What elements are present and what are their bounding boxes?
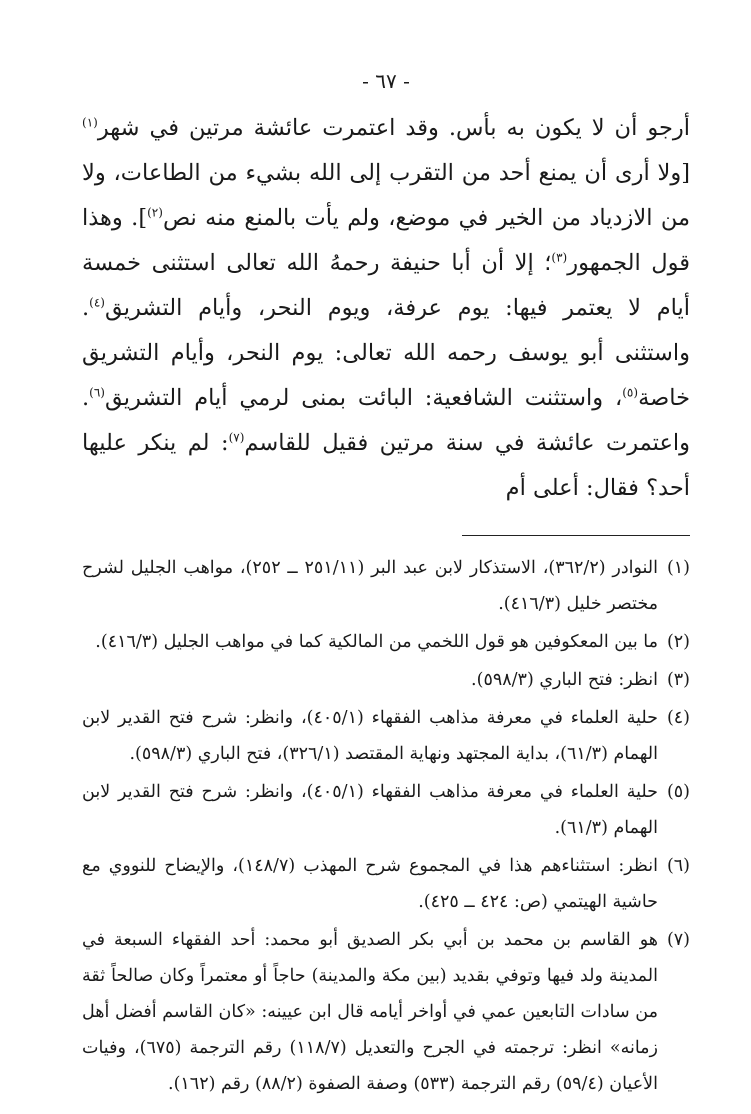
footnote-2 bbox=[82, 624, 690, 660]
footnote-ref-7[interactable]: (٧) bbox=[228, 430, 245, 445]
footnote-ref-3[interactable]: (٣) bbox=[551, 250, 568, 265]
footnote-text: ما بين المعكوفين هو قول اللخمي من المالكية كما في مواهب الجليل (٤١٦/٣). bbox=[95, 632, 658, 652]
text-segment: ]. وهذا قول الجمهور bbox=[82, 205, 690, 276]
text-segment: ؛ إلا أن أبا حنيفة رحمهُ الله تعالى استثنى خمسة أيام لا يعتمر فيها: يوم عرفة، ويوم النحر، وأيام التشريق bbox=[82, 250, 690, 321]
footnotes bbox=[82, 550, 690, 1102]
main-paragraph bbox=[82, 106, 690, 511]
footnote-3 bbox=[82, 662, 690, 698]
footnote-text: هو القاسم بن محمد بن أبي بكر الصديق أبو محمد: أحد الفقهاء السبعة في المدينة ولد فيها وتوفي بقديد (بين مكة والمدينة) حاجاً أو معتمراً وكان صالحاً ثقة من سادات التابعين عمي في أواخر أيامه قال ابن عيينه: «كان القاسم أفضل أهل زمانه» انظر: ترجمته في الجرح والتعديل (١١٨/٧) رقم الترجمة (٦٧٥)، وفيات الأعيان (٥٩/٤) رقم الترجمة (٥٣٣) وصفة الصفوة (٨٨/٢) رقم (١٦٢). bbox=[82, 930, 658, 1094]
footnote-text: انظر: فتح الباري (٥٩٨/٣). bbox=[471, 670, 658, 690]
footnote-4 bbox=[82, 700, 690, 772]
footnote-number: (٧) bbox=[666, 930, 690, 950]
footnote-number: (١) bbox=[666, 558, 690, 578]
footnote-number: (٢) bbox=[666, 632, 690, 652]
footnote-number: (٦) bbox=[666, 856, 690, 876]
footnote-number: (٣) bbox=[666, 670, 690, 690]
text-segment: أرجو أن لا يكون به بأس. وقد اعتمرت عائشة مرتين في شهر bbox=[97, 115, 690, 141]
footnote-ref-4[interactable]: (٤) bbox=[89, 295, 105, 310]
footnote-number: (٤) bbox=[666, 708, 690, 728]
footnote-text: انظر: استثناءهم هذا في المجموع شرح المهذب (١٤٨/٧)، والإيضاح للنووي مع حاشية الهيتمي (ص: ٤٢٤ ــ ٤٢٥). bbox=[82, 856, 658, 912]
text-segment: [ولا أرى أن يمنع أحد من التقرب إلى الله بشيء من الطاعات، ولا من الازدياد من الخير في موضع، ولم يأت بالمنع منه نص bbox=[82, 160, 691, 231]
text-segment: : لم ينكر عليها أحد؟ فقال: أعلى أم bbox=[82, 430, 690, 501]
text-segment: . واستثنى أبو يوسف رحمه الله تعالى: يوم النحر، وأيام التشريق خاصة bbox=[82, 295, 690, 411]
footnote-7 bbox=[82, 922, 690, 1102]
footnote-number: (٥) bbox=[666, 782, 690, 802]
footnote-ref-5[interactable]: (٥) bbox=[622, 385, 639, 400]
page-number: - ٦٧ - bbox=[362, 69, 410, 93]
footnote-separator bbox=[462, 535, 690, 536]
main-text bbox=[82, 106, 690, 511]
footnote-6 bbox=[82, 848, 690, 920]
book-page bbox=[82, 66, 690, 1104]
footnote-ref-2[interactable]: (٢) bbox=[147, 205, 163, 220]
footnote-text: حلية العلماء في معرفة مذاهب الفقهاء (٤٠٥/١)، وانظر: شرح فتح القدير لابن الهمام (٦١/٣)، بداية المجتهد ونهاية المقتصد (٣٢٦/١)، فتح الباري (٥٩٨/٣). bbox=[82, 708, 658, 764]
footnote-5 bbox=[82, 774, 690, 846]
footnote-text: حلية العلماء في معرفة مذاهب الفقهاء (٤٠٥/١)، وانظر: شرح فتح القدير لابن الهمام (٦١/٣). bbox=[82, 782, 658, 838]
footnote-ref-6[interactable]: (٦) bbox=[89, 385, 105, 400]
text-segment: ، واستثنت الشافعية: البائت بمنى لرمي أيام التشريق bbox=[104, 385, 623, 411]
footnote-1 bbox=[82, 550, 690, 622]
footnote-text: النوادر (٣٦٢/٢)، الاستذكار لابن عبد البر (٢٥١/١١ ــ ٢٥٢)، مواهب الجليل لشرح مختصر خليل (٤١٦/٣). bbox=[82, 558, 659, 614]
footnote-ref-1[interactable]: (١) bbox=[82, 115, 98, 130]
text-segment: . واعتمرت عائشة في سنة مرتين فقيل للقاسم bbox=[82, 385, 690, 456]
